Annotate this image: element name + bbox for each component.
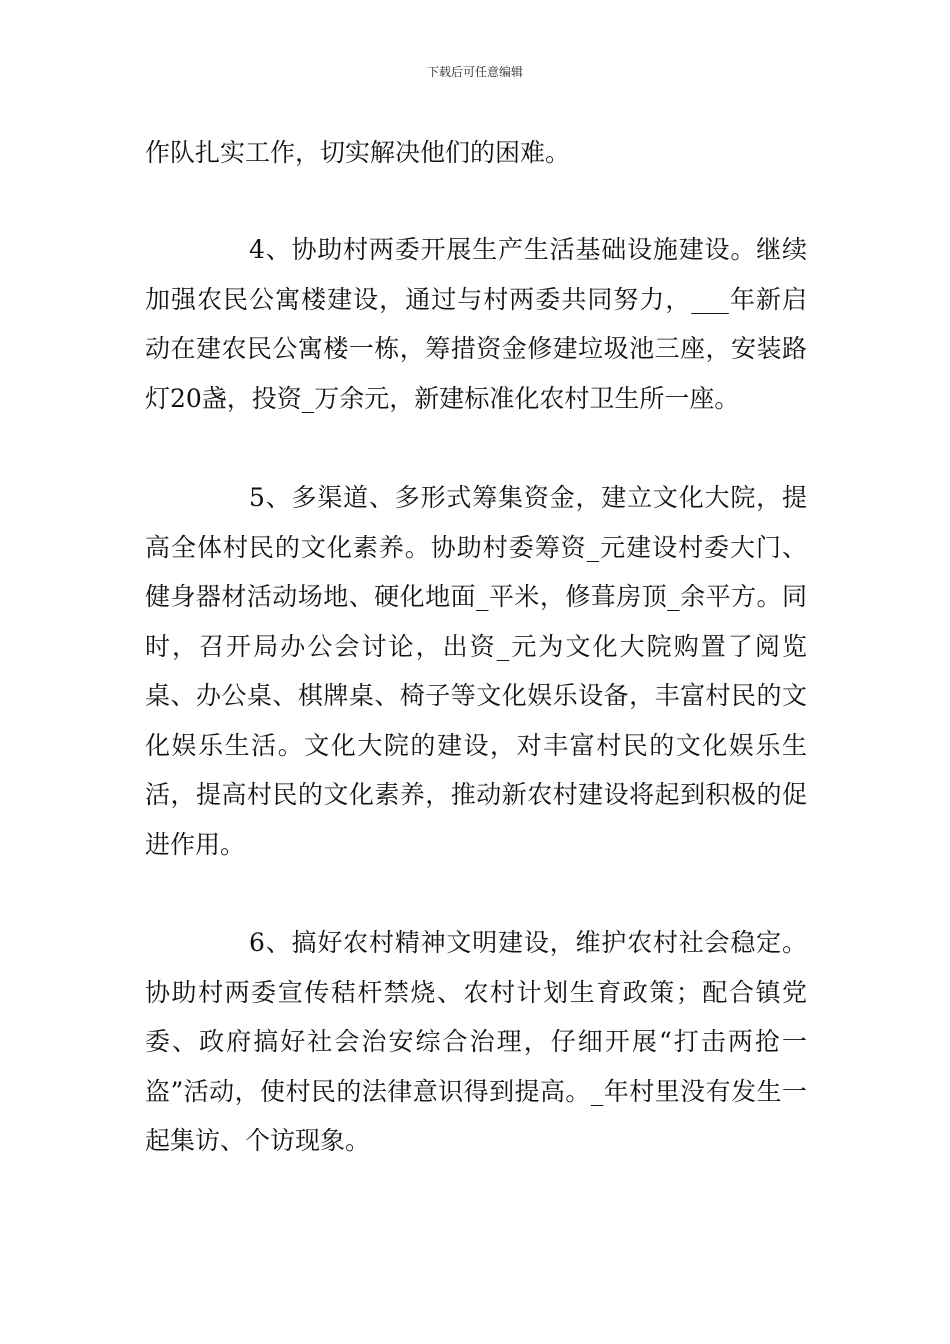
paragraph-item-5: 5、多渠道、多形式筹集资金，建立文化大院，提高全体村民的文化素养。协助村委筹资_元建设村委大门、健身器材活动场地、硬化地面_平米，修葺房顶_余平方。同时，召开局办公会讨论，出资_元为文化大院购置了阅览桌、办公桌、棋牌桌、椅子等文化娱乐设备，丰富村民的文化娱乐生活。文化大院的建设，对丰富村民的文化娱乐生活，提高村民的文化素养，推动新农村建设将起到积极的促进作用。	[145, 483, 807, 859]
paragraph-item-4: 4、协助村两委开展生产生活基础设施建设。继续加强农民公寓楼建设，通过与村两委共同努力，___年新启动在建农民公寓楼一栋，筹措资金修建垃圾池三座，安装路灯20盏，投资_万余元，新建标准化农村卫生所一座。	[145, 235, 807, 413]
page-header: 下载后可任意编辑	[426, 65, 523, 79]
paragraph-continuation: 作队扎实工作，切实解决他们的困难。	[145, 138, 571, 167]
paragraph-item-6: 6、搞好农村精神文明建设，维护农村社会稳定。协助村两委宣传秸杆禁烧、农村计划生育政策；配合镇党委、政府搞好社会治安综合治理，仔细开展“打击两抢一盗”活动，使村民的法律意识得到提高。_年村里没有发生一起集访、个访现象。	[145, 928, 807, 1155]
